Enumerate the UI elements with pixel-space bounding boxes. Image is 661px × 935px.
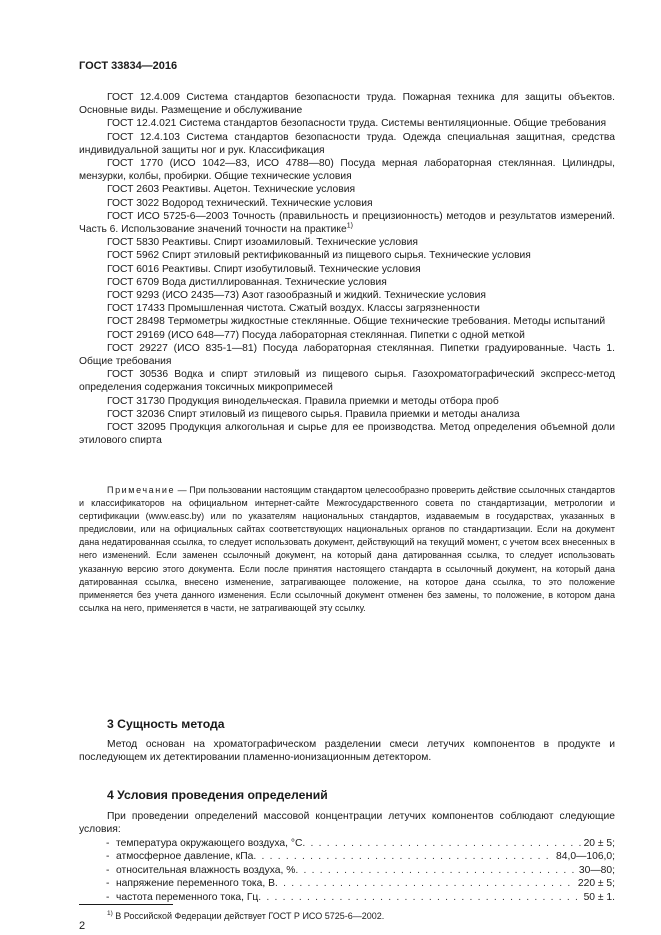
note-text: — При пользовании настоящим стандартом целесообразно проверить действие ссылочных стандартов и классификаторов на официальном интернет-сайте Межгосударственного совета по стандартизации, метрологии и сертификации (www.easc.by) или по указателям национальных стандартов, издаваемым в государствах, указанных в предисловии, или на официальных сайтах соответствующих национальных органов по стандартизации. Если на документ дана недатированная ссылка, то следует использовать документ, действующий на текущий момент, с учетом всех внесенных в него изменений. Если заменен ссылочный документ, на который дана датированная ссылка, то следует использовать указанную версию этого документа. Если после принятия настоящего стандарта в ссылочный документ, на который дана датированная ссылка, внесено изменение, затрагивающее положение, на которое дана ссылка, то это положение применяется без учета данного изменения. Если ссылочный документ отменен без замены, то положение, в котором дана ссылка на него, применяется в части, не затрагивающей эту ссылку. (79, 485, 615, 613)
condition-dash: - (106, 851, 110, 863)
condition-item (79, 877, 615, 890)
reference-item: ГОСТ 29227 (ИСО 835-1—81) Посуда лабораторная стеклянная. Пипетки градуированные. Часть 1. Общие требования (79, 342, 615, 368)
conditions-list (79, 837, 615, 904)
reference-item: ГОСТ 3022 Водород технический. Технические условия (107, 197, 373, 209)
page-number: 2 (79, 920, 86, 932)
section-4-title: 4 Условия проведения определений (107, 788, 328, 802)
reference-item: ГОСТ 17433 Промышленная чистота. Сжатый воздух. Классы загрязненности (107, 303, 480, 315)
condition-dash: - (106, 878, 110, 890)
condition-dash: - (106, 838, 110, 849)
reference-item: ГОСТ 1770 (ИСО 1042—83, ИСО 4788—80) Посуда мерная лабораторная стеклянная. Цилиндры, мензурки, колбы, пробирки. Общие технические условия (79, 158, 615, 183)
reference-item: ГОСТ 2603 Реактивы. Ацетон. Технические условия (107, 184, 356, 196)
footnote-marker: 1) (107, 910, 113, 917)
leader-dots (258, 891, 581, 904)
leader-dots (302, 837, 581, 850)
condition-label: атмосферное давление, кПа (116, 851, 254, 863)
condition-item (79, 891, 615, 904)
reference-item: ГОСТ 6016 Реактивы. Спирт изобутиловый. Технические условия (107, 263, 421, 275)
leader-dots (253, 850, 554, 863)
reference-item: ГОСТ 6709 Вода дистиллированная. Технические условия (107, 276, 387, 288)
reference-item: ГОСТ 29169 (ИСО 648—77) Посуда лабораторная стеклянная. Пипетки с одной меткой (107, 329, 525, 341)
reference-item: ГОСТ 5962 Спирт этиловый ректификованный из пищевого сырья. Технические условия (107, 250, 531, 262)
condition-item (79, 837, 615, 850)
condition-value: 20 ± 5; (583, 838, 615, 849)
reference-item: ГОСТ 12.4.009 Система стандартов безопасности труда. Пожарная техника для защиты объектов. Основные виды. Размещение и обслуживание (79, 92, 615, 117)
reference-item: ГОСТ 30536 Водка и спирт этиловый из пищевого сырья. Газохроматографический экспресс-метод определения содержания токсичных микропримесей (79, 369, 615, 394)
condition-value: 50 ± 1. (583, 891, 615, 903)
footnote (107, 908, 384, 922)
condition-label: температура окружающего воздуха, °С (116, 838, 303, 849)
section-3-body: Метод основан на хроматографическом разделении смеси летучих компонентов в продукте и последующем их детектировании пламенно-ионизационным детектором. (79, 739, 615, 764)
leader-dots (295, 864, 577, 877)
condition-dash: - (106, 864, 110, 876)
footnote-divider (79, 904, 173, 905)
reference-note (79, 484, 615, 615)
reference-item: ГОСТ 5830 Реактивы. Спирт изоамиловый. Технические условия (107, 237, 418, 249)
condition-item (79, 850, 615, 863)
section-3-title: 3 Сущность метода (107, 717, 225, 731)
condition-item (79, 864, 615, 877)
document-header: ГОСТ 33834—2016 (79, 60, 178, 72)
condition-value: 30—80; (578, 864, 615, 876)
section-4-intro: При проведении определений массовой концентрации летучих компонентов соблюдают следующие условия: (79, 811, 615, 836)
reference-item: ГОСТ 32095 Продукция алкогольная и сырье для ее производства. Метод определения объемной доли этилового спирта (79, 422, 615, 447)
condition-label: относительная влажность воздуха, % (116, 864, 296, 876)
note-label: Примечание (107, 485, 176, 495)
reference-item: ГОСТ 32036 Спирт этиловый из пищевого сырья. Правила приемки и методы анализа (107, 408, 520, 420)
condition-label: напряжение переменного тока, В (116, 878, 275, 890)
footnote-text: В Российской Федерации действует ГОСТ Р ИСО 5725-6—2002. (112, 911, 385, 921)
reference-item: ГОСТ 31730 Продукция винодельческая. Правила приемки и методы отбора проб (107, 395, 499, 407)
footnote-marker: 1) (346, 222, 353, 230)
reference-item: ГОСТ 12.4.103 Система стандартов безопасности труда. Одежда специальная защитная, средства индивидуальной защиты ног и рук. Классификация (79, 131, 615, 156)
condition-label: частота переменного тока, Гц (116, 891, 259, 903)
condition-value: 220 ± 5; (577, 878, 615, 890)
leader-dots (275, 877, 576, 890)
normative-references-list (79, 91, 615, 447)
condition-value: 84,0—106,0; (556, 851, 615, 863)
reference-item: ГОСТ 12.4.021 Система стандартов безопасности труда. Системы вентиляционные. Общие требования (107, 118, 607, 130)
reference-item: ГОСТ 28498 Термометры жидкостные стеклянные. Общие технические требования. Методы испытаний (107, 316, 606, 328)
reference-text: ГОСТ ИСО 5725-6—2003 Точность (правильность и прецизионность) методов и результатов измерений. Часть 6. Использование значений точности на практике (79, 210, 615, 236)
reference-item: ГОСТ 9293 (ИСО 2435—73) Азот газообразный и жидкий. Технические условия (107, 290, 486, 302)
reference-item (79, 210, 615, 236)
condition-dash: - (106, 891, 110, 903)
